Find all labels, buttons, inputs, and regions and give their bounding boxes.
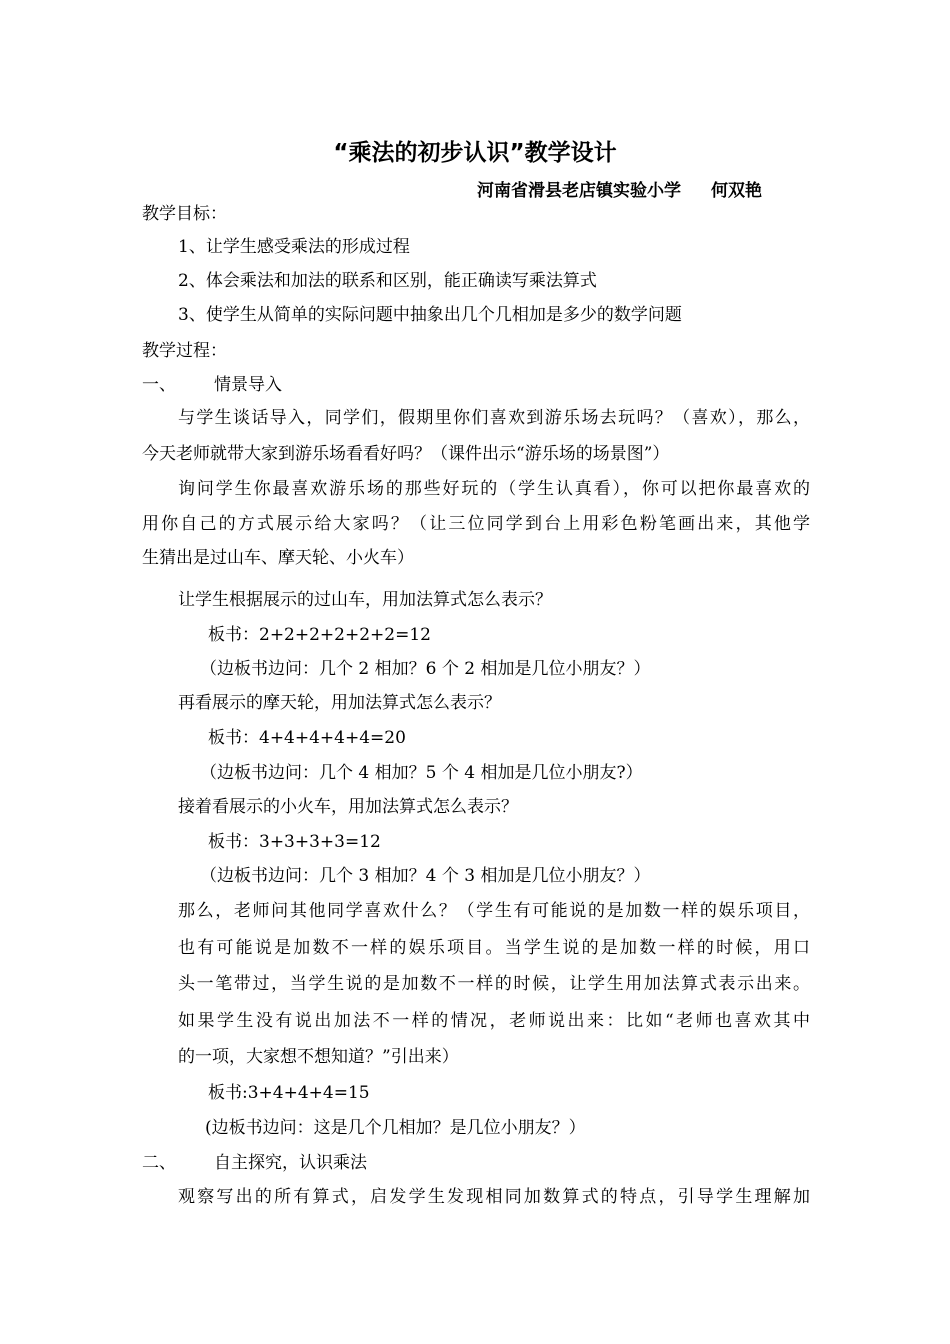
paragraph-line: 头一笔带过，当学生说的是加数不一样的时候，让学生用加法算式表示出来。: [178, 974, 810, 994]
paragraph-line: 的一项，大家想不想知道？”引出来）: [178, 1047, 459, 1067]
board-note: （边板书边问：几个 4 相加？5 个 4 相加是几位小朋友?）: [200, 763, 643, 783]
paragraph-line: 今天老师就带大家到游乐场看看好吗？（课件出示“游乐场的场景图”）: [142, 444, 670, 464]
paragraph-line: 那么，老师问其他同学喜欢什么？（学生有可能说的是加数一样的娱乐项目，: [178, 901, 810, 921]
question-line: 接着看展示的小火车，用加法算式怎么表示？: [178, 797, 518, 817]
paragraph-line: 询问学生你最喜欢游乐场的那些好玩的（学生认真看），你可以把你最喜欢的: [178, 479, 810, 499]
question-line: 再看展示的摩天轮，用加法算式怎么表示？: [178, 693, 501, 713]
process-heading: 教学过程：: [142, 341, 227, 361]
section1-number: 一、: [142, 375, 176, 395]
board-writing: 板书：3+3+3+3=12: [208, 832, 381, 852]
author-line: [477, 176, 762, 201]
goal-item-2: 2、体会乘法和加法的联系和区别，能正确读写乘法算式: [178, 271, 597, 291]
paragraph-line: 与学生谈话导入，同学们，假期里你们喜欢到游乐场去玩吗？（喜欢），那么，: [178, 408, 810, 428]
board-writing: 板书：2+2+2+2+2+2=12: [208, 625, 431, 645]
board-note: （边板书边问：几个 3 相加？4 个 3 相加是几位小朋友？）: [200, 866, 651, 886]
author-school: 河南省滑县老店镇实验小学: [477, 181, 681, 201]
board-writing: 板书：4+4+4+4+4=20: [208, 728, 406, 748]
paragraph-line: 用你自己的方式展示给大家吗？（让三位同学到台上用彩色粉笔画出来，其他学: [142, 514, 810, 534]
board-note: (边板书边问：这是几个几相加？是几位小朋友？）: [205, 1118, 586, 1138]
paragraph-line: 观察写出的所有算式，启发学生发现相同加数算式的特点，引导学生理解加: [178, 1187, 810, 1207]
goals-heading: 教学目标：: [142, 204, 227, 224]
goal-item-3: 3、使学生从简单的实际问题中抽象出几个几相加是多少的数学问题: [178, 305, 682, 325]
document-title: “乘法的初步认识”教学设计: [333, 140, 617, 166]
paragraph-line: 生猜出是过山车、摩天轮、小火车）: [142, 548, 414, 568]
board-note: （边板书边问：几个 2 相加？6 个 2 相加是几位小朋友？）: [200, 659, 651, 679]
goal-item-1: 1、让学生感受乘法的形成过程: [178, 237, 410, 257]
section2-title: 自主探究，认识乘法: [214, 1153, 367, 1173]
paragraph-line: 也有可能说是加数不一样的娱乐项目。当学生说的是加数一样的时候，用口: [178, 938, 810, 958]
section2-number: 二、: [142, 1153, 176, 1173]
question-line: 让学生根据展示的过山车，用加法算式怎么表示？: [178, 590, 552, 610]
section1-title: 情景导入: [214, 375, 282, 395]
board-writing: 板书:3+4+4+4=15: [208, 1083, 370, 1103]
paragraph-line: 如果学生没有说出加法不一样的情况，老师说出来：比如“老师也喜欢其中: [178, 1011, 810, 1031]
author-name: 何双艳: [711, 181, 762, 201]
